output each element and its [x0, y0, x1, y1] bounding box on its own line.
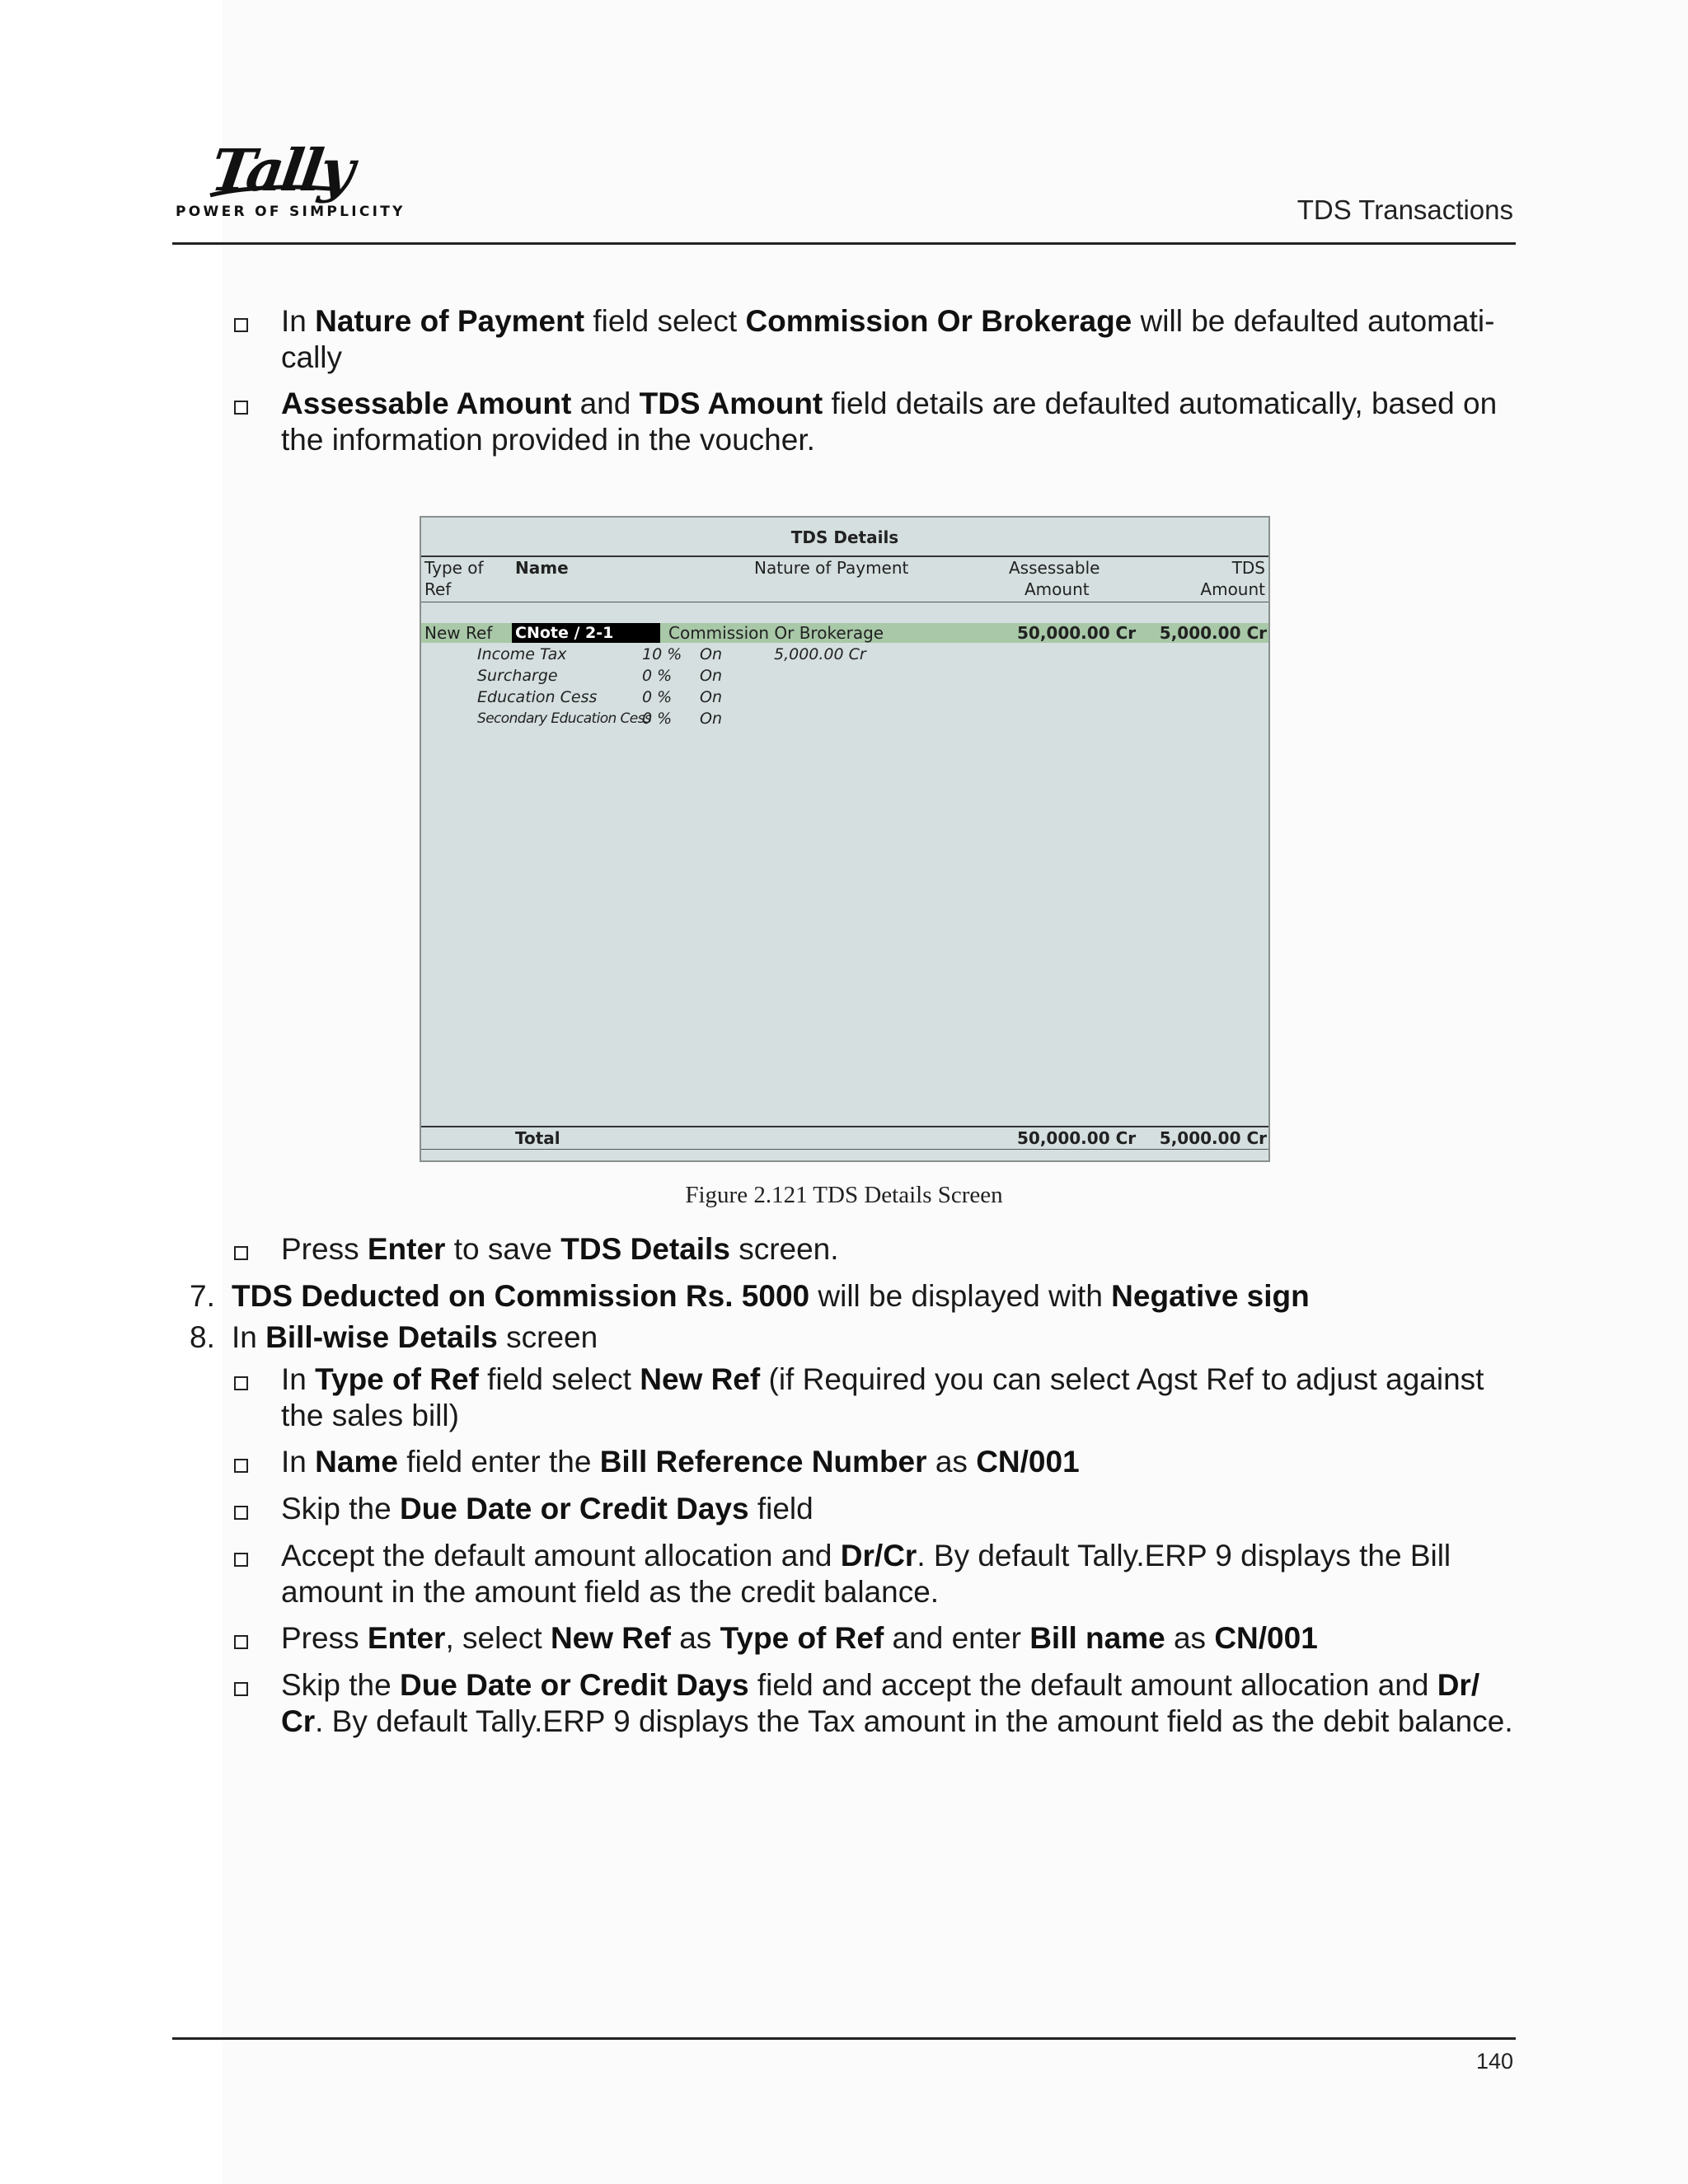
- section-title: TDS Transactions: [1296, 194, 1513, 225]
- row-name-field[interactable]: CNote / 2-1: [512, 623, 660, 643]
- step-7-text: TDS Deducted on Commission Rs. 5000 will be displayed with Negative sign: [232, 1279, 1310, 1313]
- tax-line-name: Education Cess: [477, 688, 598, 706]
- row-assessable-amount: 50,000.00 Cr: [1017, 623, 1137, 643]
- list-item: In Type of Ref field select New Ref (if Required you can select Agst Ref to adjust against the sales bill): [281, 1362, 1484, 1432]
- col-assessable: Assessable: [1009, 558, 1100, 578]
- row-type-of-ref[interactable]: New Ref: [424, 623, 493, 643]
- col-tds: TDS: [1231, 558, 1265, 578]
- bullet-icon: [234, 318, 248, 332]
- col-assessable-line2: Amount: [1025, 579, 1090, 599]
- total-tds-amount: 5,000.00 Cr: [1159, 1128, 1267, 1148]
- row-nature-of-payment[interactable]: Commission Or Brokerage: [668, 623, 884, 643]
- total-assessable-amount: 50,000.00 Cr: [1017, 1128, 1137, 1148]
- bullet-icon: [234, 1635, 248, 1649]
- tax-line-rate: 0 %: [642, 688, 673, 706]
- tax-line-on: On: [700, 710, 722, 728]
- col-type-of-ref-line2: Ref: [424, 579, 452, 599]
- col-nature-of-payment: Nature of Payment: [754, 558, 909, 578]
- bullet-icon: [234, 1459, 248, 1473]
- list-item: In Nature of Payment field select Commission Or Brokerage will be defaulted automati- cally: [281, 304, 1495, 374]
- total-label: Total: [515, 1128, 560, 1148]
- step-number: 8.: [190, 1320, 215, 1354]
- bullet-icon: [234, 401, 248, 415]
- list-item: In Name field enter the Bill Reference Number as CN/001: [281, 1445, 1080, 1479]
- footer-divider: [172, 2037, 1516, 2040]
- bullet-icon: [234, 1682, 248, 1696]
- col-name: Name: [515, 558, 569, 578]
- logo-swoosh-icon: [209, 184, 332, 200]
- list-item: Press Enter, select New Ref as Type of Ref and enter Bill name as CN/001: [281, 1621, 1318, 1655]
- logo-wordmark: Tally: [207, 136, 357, 204]
- step-number: 7.: [190, 1279, 215, 1313]
- tax-line-amount: 5,000.00 Cr: [774, 645, 866, 663]
- total-divider-bottom: [421, 1149, 1268, 1150]
- page-number: 140: [1475, 2049, 1513, 2074]
- tax-line-rate: 0 %: [642, 710, 673, 728]
- tax-line-name: Surcharge: [477, 667, 558, 685]
- step-8-text: In Bill-wise Details screen: [232, 1320, 598, 1354]
- bullet-icon: [234, 1553, 248, 1567]
- header-divider: [172, 242, 1516, 245]
- col-tds-line2: Amount: [1200, 579, 1265, 599]
- logo-tagline: POWER OF SIMPLICITY: [176, 204, 406, 220]
- figure-caption: Figure 2.121 TDS Details Screen: [685, 1182, 1003, 1208]
- col-type-of-ref: Type of: [424, 558, 484, 578]
- tds-details-title: TDS Details: [790, 527, 899, 547]
- row-tds-amount: 5,000.00 Cr: [1159, 623, 1267, 643]
- list-item: Assessable Amount and TDS Amount field details are defaulted automatically, based on the information provided in the voucher.: [281, 387, 1498, 457]
- tax-line-on: On: [700, 645, 722, 663]
- list-item: Press Enter to save TDS Details screen.: [281, 1232, 839, 1266]
- tax-line-name: Income Tax: [477, 645, 567, 663]
- tax-line-rate: 10 %: [642, 645, 682, 663]
- list-item: Skip the Due Date or Credit Days field: [281, 1492, 814, 1526]
- tax-line-rate: 0 %: [642, 667, 673, 685]
- bullet-icon: [234, 1246, 248, 1260]
- tally-logo: [176, 136, 406, 223]
- tax-line-on: On: [700, 667, 722, 685]
- bullet-icon: [234, 1376, 248, 1390]
- tds-details-screenshot: [420, 516, 1270, 1162]
- tax-line-name: Secondary Education Cess: [477, 710, 652, 727]
- list-item: Accept the default amount allocation and Dr/Cr. By default Tally.ERP 9 displays the Bill amount in the amount field as the credit balance.: [281, 1539, 1451, 1609]
- tax-line-on: On: [700, 688, 722, 706]
- bullet-icon: [234, 1506, 248, 1520]
- list-item: Skip the Due Date or Credit Days field and accept the default amount allocation and Dr/ Cr. By default Tally.ERP 9 displays the Tax amount in the amount field as the debit balance.: [281, 1668, 1513, 1738]
